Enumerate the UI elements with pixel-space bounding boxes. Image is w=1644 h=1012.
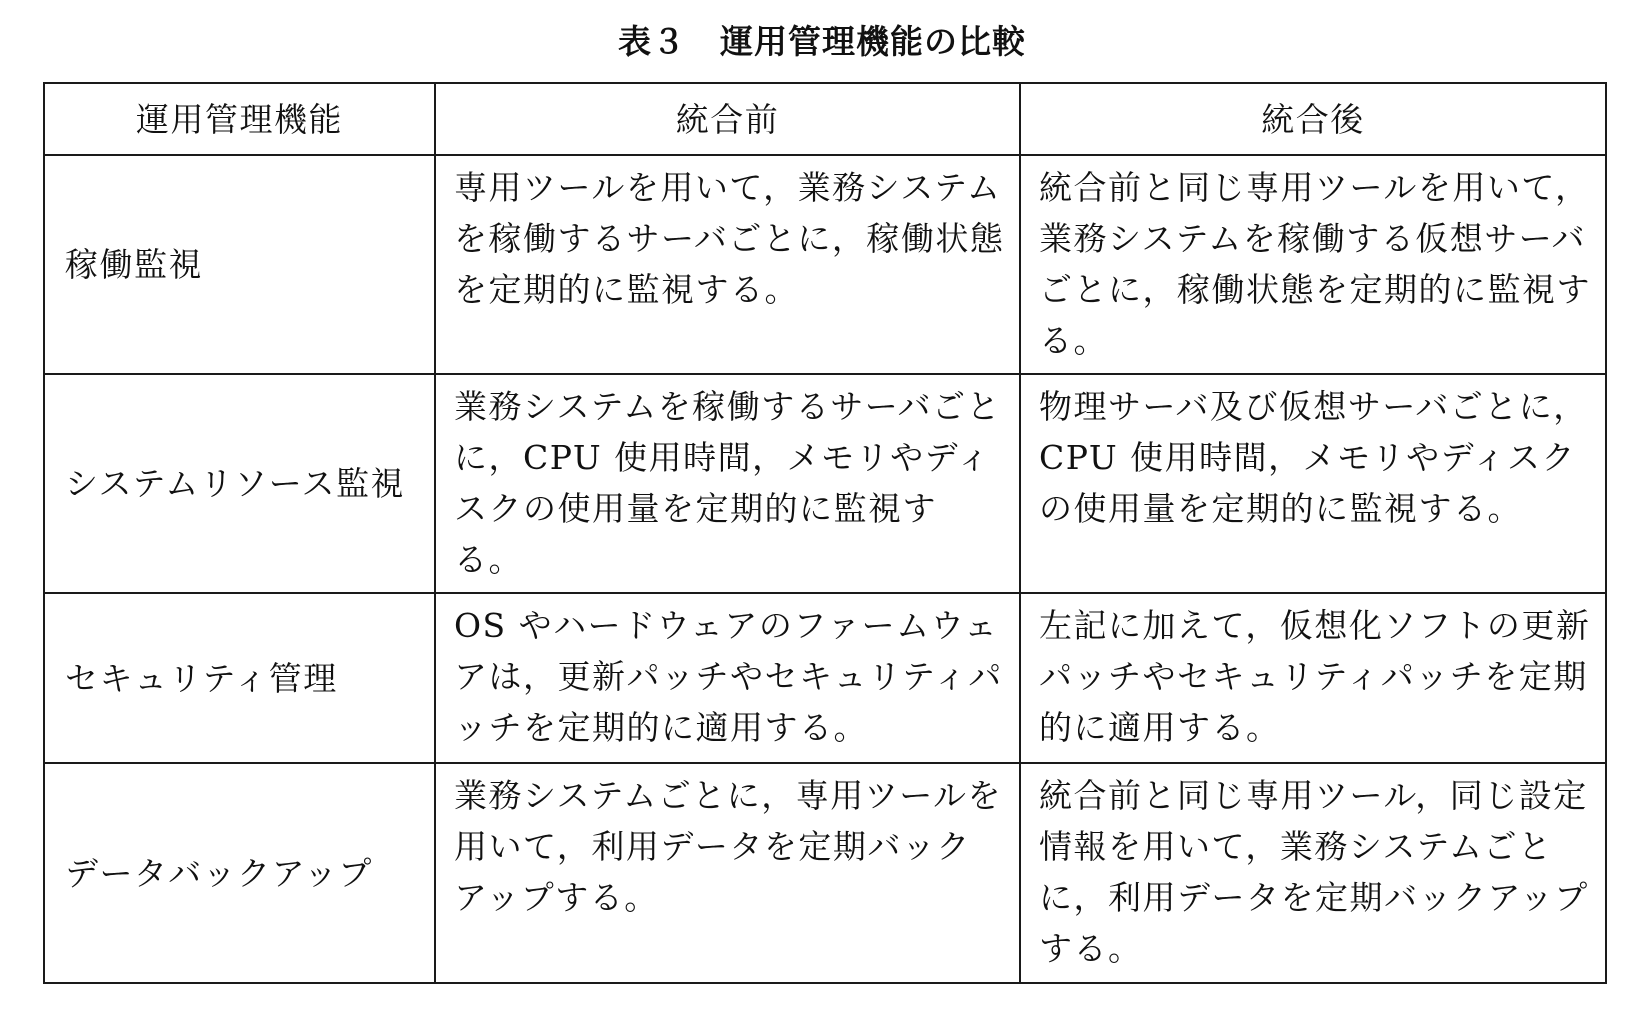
- row-function-cell: セキュリティ管理: [44, 593, 435, 763]
- row-function-cell: データバックアップ: [44, 763, 435, 983]
- comparison-table: [43, 82, 1607, 984]
- row-before-cell: OS やハードウェアのファームウェアは，更新パッチやセキュリティパッチを定期的に適用する。: [435, 593, 1020, 763]
- row-after-cell: 統合前と同じ専用ツール，同じ設定情報を用いて，業務システムごとに，利用データを定期バックアップする。: [1020, 763, 1606, 983]
- row-function-cell: 稼働監視: [44, 155, 435, 374]
- row-after-cell: 統合前と同じ専用ツールを用いて，業務システムを稼働する仮想サーバごとに，稼働状態を定期的に監視する。: [1020, 155, 1606, 374]
- table-row: [44, 155, 1606, 374]
- header-before: 統合前: [435, 83, 1020, 155]
- row-function-cell: システムリソース監視: [44, 374, 435, 593]
- row-before-cell: 専用ツールを用いて，業務システムを稼働するサーバごとに，稼働状態を定期的に監視する。: [435, 155, 1020, 374]
- table-title: 表３ 運用管理機能の比較: [618, 22, 1026, 61]
- header-after: 統合後: [1020, 83, 1606, 155]
- table-row: [44, 763, 1606, 983]
- row-after-cell: 物理サーバ及び仮想サーバごとに，CPU 使用時間，メモリやディスクの使用量を定期的に監視する。: [1020, 374, 1606, 593]
- header-function: 運用管理機能: [44, 83, 435, 155]
- row-before-cell: 業務システムごとに，専用ツールを用いて，利用データを定期バックアップする。: [435, 763, 1020, 983]
- row-before-cell: 業務システムを稼働するサーバごとに，CPU 使用時間，メモリやディスクの使用量を定期的に監視する。: [435, 374, 1020, 593]
- table-row: [44, 593, 1606, 763]
- table-header-row: [44, 83, 1606, 155]
- table-row: [44, 374, 1606, 593]
- row-after-cell: 左記に加えて，仮想化ソフトの更新パッチやセキュリティパッチを定期的に適用する。: [1020, 593, 1606, 763]
